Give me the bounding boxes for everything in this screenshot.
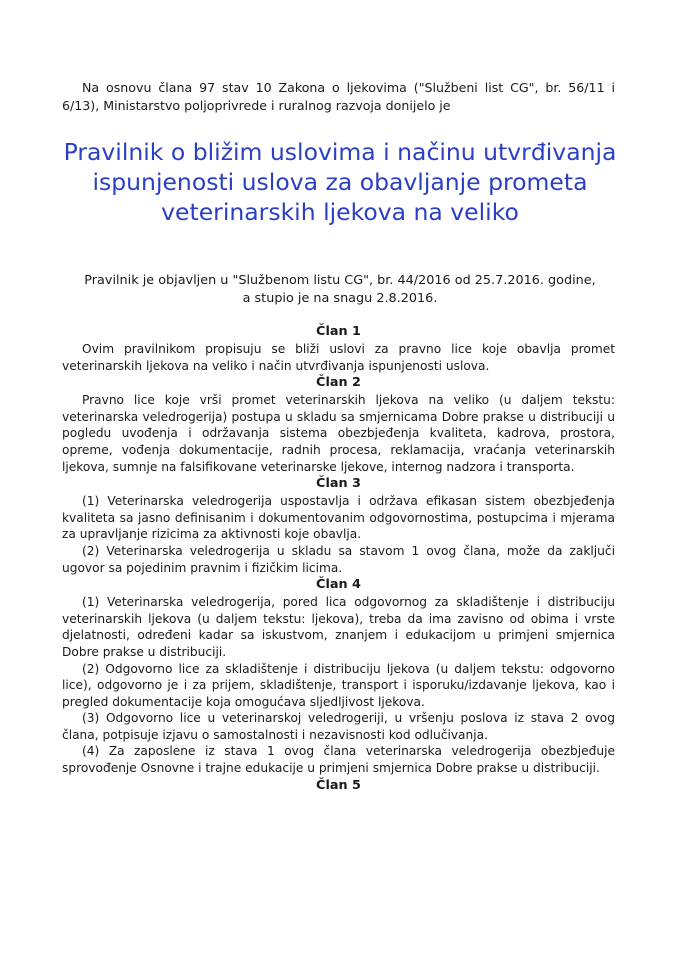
article-heading: Član 5 (316, 777, 361, 793)
intro-text: Na osnovu člana 97 stav 10 Zakona o ljekovima ("Službeni list CG", br. 56/11 i 6/13), Ministarstvo poljoprivrede i ruralnog razvoja donijelo je (62, 80, 615, 113)
article-paragraph: (4) Za zaposlene iz stava 1 ovog člana veterinarska veledrogerija obezbjeđuje sprovođenje Osnovne i trajne edukacije u primjeni smjernica Dobre prakse u distribuciji. (62, 744, 615, 776)
article-paragraph: (1) Veterinarska veledrogerija uspostavlja i održava efikasan sistem obezbjeđenja kvaliteta sa jasno definisanim i dokumentovanim odgovornostima, postupcima i mjerama za upravljanje rizicima za aktivnosti koje obavlja. (62, 494, 615, 542)
article-paragraph: (1) Veterinarska veledrogerija, pored lica odgovornog za skladištenje i distribuciju veterinarskih ljekova (u daljem tekstu: ljekova), treba da ima zavisno od obima i vrste djelatnosti, određeni kadar sa iskustvom, znanjem i edukacijom u primjeni smjernica Dobre prakse u distribuciji. (62, 595, 615, 659)
article-paragraph: Ovim pravilnikom propisuju se bliži uslovi za pravno lice koje obavlja promet veterinarskih ljekova na veliko i način utvrđivanja ispunjenosti uslova. (62, 342, 615, 373)
article-heading: Član 1 (316, 324, 361, 339)
articles-body (62, 323, 615, 795)
article-heading: Član 3 (316, 476, 361, 492)
article-paragraph: Pravno lice koje vrši promet veterinarskih ljekova na veliko (u daljem tekstu: veterinarska veledrogerija) postupa u skladu sa smjernicama Dobre prakse u distribuciji u pogledu uvođenja i održavanja sistema obezbjeđenja kvaliteta, kadrova, prostora, opreme, vođenja dokumentacije, radnih procesa, reklamacija, vraćanja veterinarskih ljekova, sumnje na falsifikovane veterinarske ljekove, internog nadzora i transporta. (62, 393, 615, 474)
publication-note: Pravilnik je objavljen u "Službenom listu CG", br. 44/2016 od 25.7.2016. godine, a stupio je na snagu 2.8.2016. (84, 273, 596, 306)
article-heading: Član 2 (316, 375, 361, 391)
article-heading: Član 4 (316, 577, 361, 593)
article-paragraph: (2) Odgovorno lice za skladištenje i distribuciju ljekova (u daljem tekstu: odgovorno lice), odgovorno je i za prijem, skladištenje, transport i isporuku/izdavanje ljekova, kao i pregled dokumentacije koja omogućava sljedljivost ljekova. (62, 661, 615, 709)
article-paragraph: (2) Veterinarska veledrogerija u skladu sa stavom 1 ovog člana, može da zaključi ugovor sa pojedinim pravnim i fizičkim licima. (62, 543, 615, 575)
document-title: Pravilnik o bližim uslovima i načinu utvrđivanja ispunjenosti uslova za obavljanje prometa veterinarskih ljekova na veliko (63, 138, 617, 226)
article-paragraph: (3) Odgovorno lice u veterinarskoj veledrogeriji, u vršenju poslova iz stava 2 ovog člana, potpisuje izjavu o samostalnosti i nezavisnosti kod odlučivanja. (62, 711, 615, 742)
intro-paragraph (62, 79, 615, 115)
